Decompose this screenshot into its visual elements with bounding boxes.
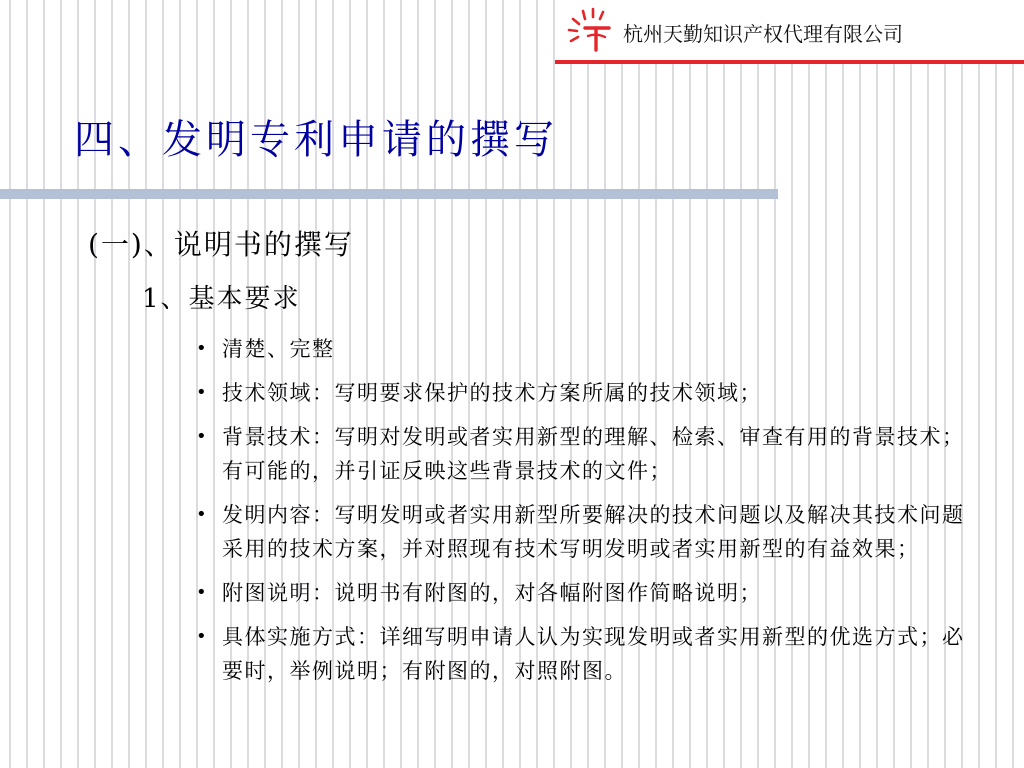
company-header [555,0,1024,64]
list-item [196,498,976,566]
list-item-text: 背景技术：写明对发明或者实用新型的理解、检索、审查有用的背景技术；有可能的，并引证反映这些背景技术的文件； [222,425,965,483]
list-item [196,332,976,366]
list-item-text: 具体实施方式：详细写明申请人认为实现发明或者实用新型的优选方式；必要时，举例说明；有附图的，对照附图。 [222,625,965,683]
page-title: 四、发明专利申请的撰写 [74,117,558,163]
bullet-icon: • [196,382,209,403]
list-item-text: 清楚、完整 [222,337,335,361]
list-item [196,420,976,488]
bullet-icon: • [196,426,209,447]
bullet-icon: • [196,582,209,603]
section-heading: (一)、说明书的撰写 [88,228,354,261]
sun-t-logo-icon [565,6,615,56]
list-item [196,376,976,410]
list-item [196,620,976,688]
subsection-heading: 1、基本要求 [142,284,301,314]
list-item-text: 技术领域：写明要求保护的技术方案所属的技术领域； [222,381,762,405]
company-name: 杭州天勤知识产权代理有限公司 [623,22,903,46]
bullet-icon: • [196,626,209,647]
list-item-text: 附图说明：说明书有附图的，对各幅附图作简略说明； [222,581,762,605]
bullet-icon: • [196,338,209,359]
title-underline-bar [0,189,778,199]
requirements-list [196,332,976,698]
bullet-icon: • [196,504,209,525]
list-item-text: 发明内容：写明发明或者实用新型所要解决的技术问题以及解决其技术问题采用的技术方案，并对照现有技术写明发明或者实用新型的有益效果； [222,503,965,561]
list-item [196,576,976,610]
